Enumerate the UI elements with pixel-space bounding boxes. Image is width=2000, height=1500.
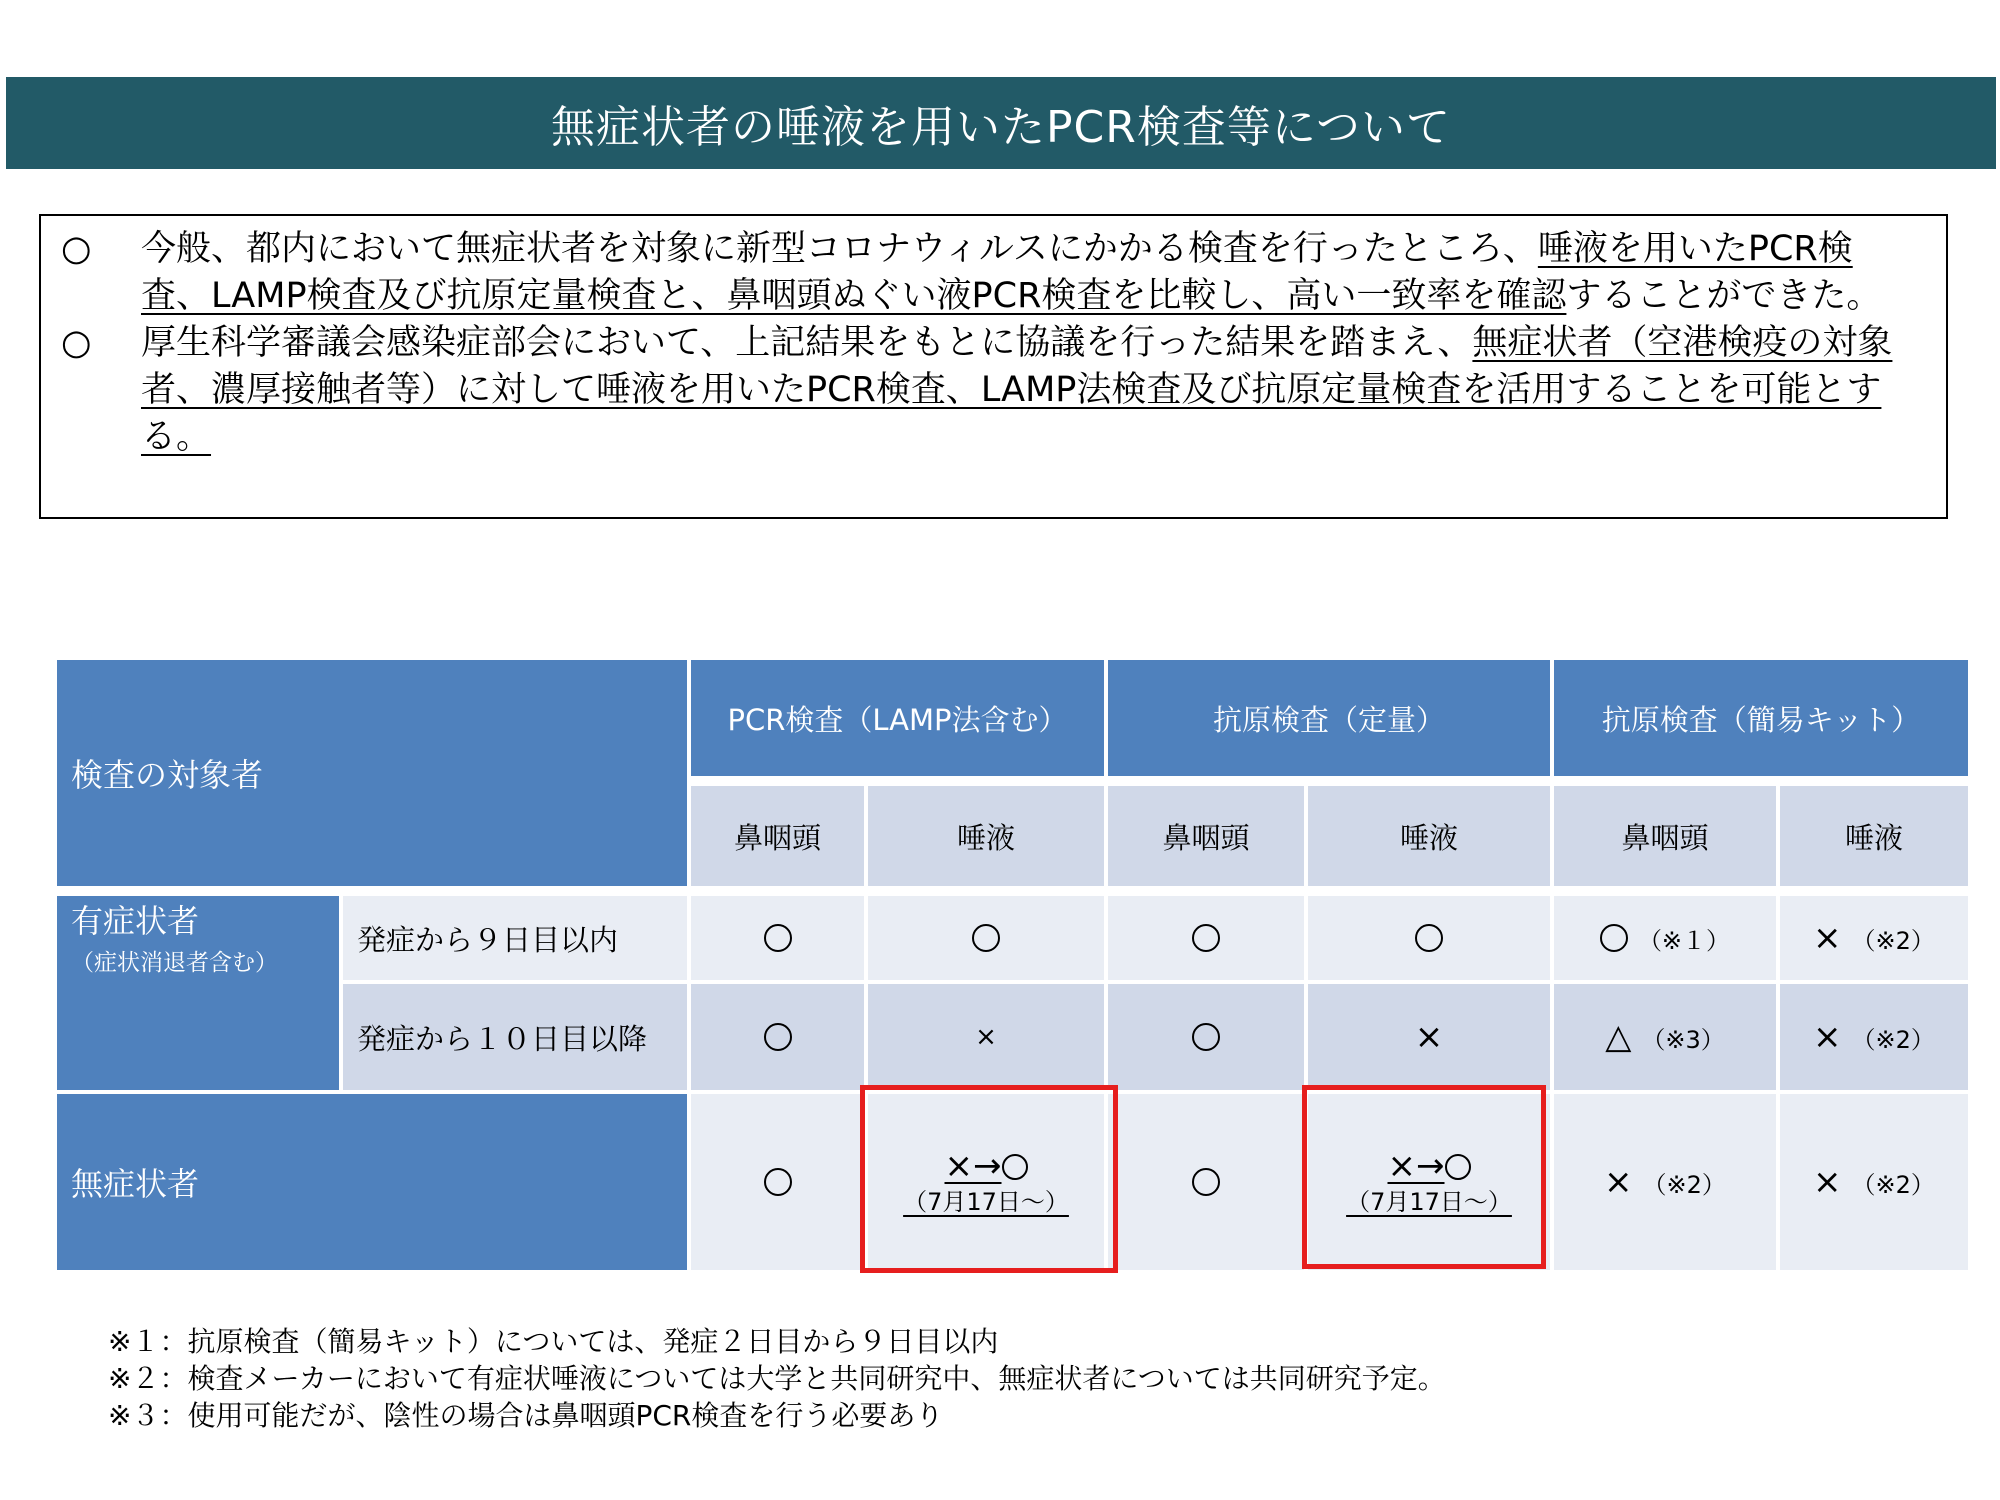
summary-1-end: することができた。 xyxy=(1566,276,1882,316)
footnote-2: ※２：検査メーカーにおいて有症状唾液については大学と共同研究中、無症状者については共同研究予定。 xyxy=(108,1362,1446,1395)
cross-mark: × xyxy=(944,1146,973,1186)
note-ref: （※１） xyxy=(1637,926,1731,955)
summary-1-text: 今般、都内において無症状者を対象に新型コロナウィルスにかかる検査を行ったところ、 xyxy=(141,229,1538,269)
note-ref: （※3） xyxy=(1641,1025,1725,1054)
subheader-quant-nasal: 鼻咽頭 xyxy=(1108,786,1304,886)
row-label-asymptomatic: 無症状者 xyxy=(57,1094,687,1270)
header-pcr: PCR検査（LAMP法含む） xyxy=(691,660,1104,776)
change-date: （7月17日～） xyxy=(1346,1188,1512,1216)
footnote-3: ※３：使用可能だが、陰性の場合は鼻咽頭PCR検査を行う必要あり xyxy=(108,1399,944,1432)
header-antigen-quant: 抗原検査（定量） xyxy=(1108,660,1550,776)
circle-mark xyxy=(1415,924,1443,952)
summary-2-text: 厚生科学審議会感染症部会において、上記結果をもとに協議を行った結果を踏まえ、 xyxy=(141,323,1473,363)
cell-r3-quant-nasal xyxy=(1108,1094,1304,1270)
summary-1-underlined: 唾液を用いたPCR検査、LAMP検査及び抗原定量検査と、鼻咽頭ぬぐい液PCR検査を比較し、高い一致率を確認 xyxy=(141,229,1853,316)
bullet-circle: ○ xyxy=(61,229,92,269)
circle-mark xyxy=(764,924,792,952)
cell-r2-kit-saliva xyxy=(1780,984,1968,1090)
cell-r2-kit-nasal xyxy=(1554,984,1776,1090)
summary-paragraph-1 xyxy=(61,226,1916,320)
cross-mark: × xyxy=(1813,1017,1842,1057)
cell-r3-kit-saliva xyxy=(1780,1094,1968,1270)
triangle-mark: △ xyxy=(1605,1017,1632,1057)
footnote-1: ※１：抗原検査（簡易キット）については、発症２日目から９日目以内 xyxy=(108,1325,999,1358)
header-target: 検査の対象者 xyxy=(57,660,687,886)
cross-mark: × xyxy=(1813,1162,1842,1202)
cell-r1-kit-saliva xyxy=(1780,896,1968,980)
cell-r3-kit-nasal xyxy=(1554,1094,1776,1270)
row-group-symptomatic xyxy=(57,896,339,1090)
arrow-mark: → xyxy=(973,1146,1002,1186)
change-date: （7月17日～） xyxy=(903,1188,1069,1216)
cell-r1-quant-saliva xyxy=(1308,896,1550,980)
circle-mark xyxy=(764,1168,792,1196)
note-ref: （※2） xyxy=(1851,926,1935,955)
page-title: 無症状者の唾液を用いたPCR検査等について xyxy=(6,77,1996,169)
subheader-quant-saliva: 唾液 xyxy=(1308,786,1550,886)
cell-r1-quant-nasal xyxy=(1108,896,1304,980)
symptomatic-label: 有症状者 xyxy=(71,902,200,940)
note-ref: （※2） xyxy=(1642,1170,1726,1199)
cross-mark: × xyxy=(1387,1146,1416,1186)
summary-box xyxy=(39,214,1948,519)
circle-mark xyxy=(1600,924,1628,952)
cell-r2-pcr-saliva xyxy=(868,984,1104,1090)
cross-mark: × xyxy=(1813,918,1842,958)
header-antigen-kit: 抗原検査（簡易キット） xyxy=(1554,660,1968,776)
summary-2-underlined: 無症状者（空港検疫の対象者、濃厚接触者等）に対して唾液を用いたPCR検査、LAMP法検査及び抗原定量検査を活用することを可能とする。 xyxy=(141,323,1893,457)
highlight-box-pcr-saliva xyxy=(860,1085,1118,1273)
footnotes xyxy=(108,1323,1446,1434)
cross-mark: × xyxy=(1414,1017,1444,1057)
circle-mark xyxy=(1192,1168,1220,1196)
row-label-within-9-days: 発症から９日目以内 xyxy=(343,896,687,980)
bullet-circle: ○ xyxy=(61,323,92,363)
subheader-pcr-nasal: 鼻咽頭 xyxy=(691,786,864,886)
cell-r3-pcr-nasal xyxy=(691,1094,864,1270)
cross-mark: × xyxy=(975,1022,997,1052)
note-ref: （※2） xyxy=(1851,1025,1935,1054)
circle-mark xyxy=(764,1023,792,1051)
subheader-kit-saliva: 唾液 xyxy=(1780,786,1968,886)
circle-mark xyxy=(1192,1023,1220,1051)
subheader-kit-nasal: 鼻咽頭 xyxy=(1554,786,1776,886)
note-ref: （※2） xyxy=(1851,1170,1935,1199)
row-label-from-10-days: 発症から１０日目以降 xyxy=(343,984,687,1090)
summary-paragraph-2 xyxy=(61,320,1916,461)
cell-r2-pcr-nasal xyxy=(691,984,864,1090)
symptomatic-sublabel: （症状消退者含む） xyxy=(71,950,278,976)
cell-r1-kit-nasal xyxy=(1554,896,1776,980)
circle-mark xyxy=(1192,924,1220,952)
circle-mark xyxy=(972,924,1000,952)
arrow-mark: → xyxy=(1416,1146,1445,1186)
cell-r1-pcr-nasal xyxy=(691,896,864,980)
subheader-pcr-saliva: 唾液 xyxy=(868,786,1104,886)
cell-r1-pcr-saliva xyxy=(868,896,1104,980)
cross-mark: × xyxy=(1604,1162,1633,1202)
highlight-box-quant-saliva xyxy=(1302,1085,1546,1269)
cell-r2-quant-nasal xyxy=(1108,984,1304,1090)
cell-r2-quant-saliva xyxy=(1308,984,1550,1090)
